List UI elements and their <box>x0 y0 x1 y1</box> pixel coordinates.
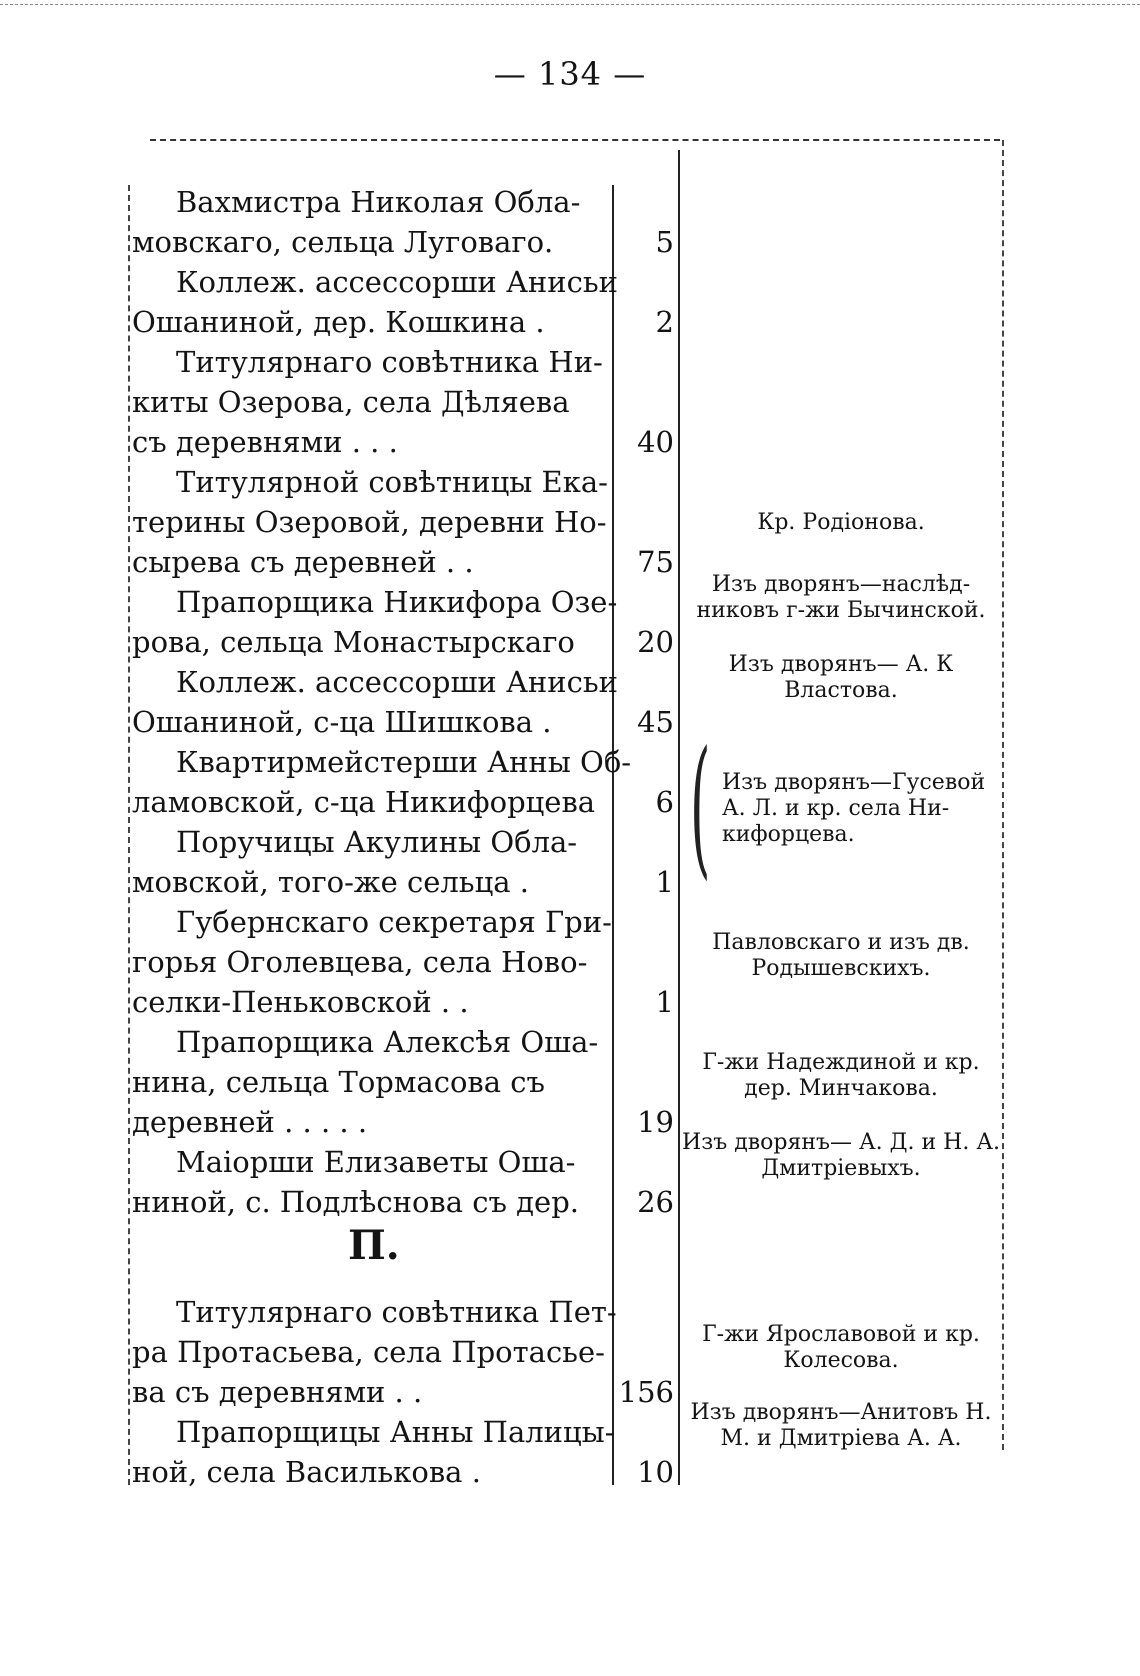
entry-line: Коллеж. ассессорши Анисьи <box>176 265 618 299</box>
entry-count: 10 <box>637 1455 674 1489</box>
entry-count: 45 <box>637 705 674 739</box>
entry-count: 5 <box>655 225 674 259</box>
entry-line: Губернскаго секретаря Гри- <box>176 905 612 939</box>
entry-line: селки-Пеньковской . . <box>132 985 469 1019</box>
entry-count: 2 <box>655 305 674 339</box>
entry-count: 20 <box>637 625 674 659</box>
left-margin-rule <box>128 185 130 1485</box>
entry-line: съ деревнями . . . <box>132 425 398 459</box>
entry-line: Титулярнаго совѣтника Пет- <box>176 1295 617 1329</box>
top-edge-marks <box>0 4 1140 5</box>
entry-note: Г-жи Надеждиной и кр. дер. Минчакова. <box>702 1050 980 1101</box>
entry-count: 6 <box>655 785 674 819</box>
entry-note: Изъ дворянъ— А. Д. и Н. А. Дмитріевыхъ. <box>682 1130 1000 1181</box>
entry-line: горья Оголевцева, села Ново- <box>132 945 588 979</box>
entry-count: 1 <box>655 865 674 899</box>
entry-line: Ошаниной, дер. Кошкина . <box>132 305 545 339</box>
brace-note: Изъ дворянъ—Гусевой А. Л. и кр. села Ни-кифорцева. <box>722 770 986 847</box>
entry-line: Титулярнаго совѣтника Ни- <box>176 345 603 379</box>
entry-count: 19 <box>637 1105 674 1139</box>
entry-line: Прапорщика Никифора Озе- <box>176 585 618 619</box>
entry-count: 26 <box>637 1185 674 1219</box>
entry-line: деревней . . . . . <box>132 1105 368 1139</box>
entry-count: 156 <box>618 1375 674 1409</box>
entry-line: нина, сельца Тормасова съ <box>132 1065 545 1099</box>
section-heading: П. <box>348 1222 400 1269</box>
right-column-rule <box>1002 140 1004 1450</box>
entry-line: Маіорши Елизаветы Оша- <box>176 1145 576 1179</box>
brace-bracket: ( <box>690 720 711 894</box>
entry-line: терины Озеровой, деревни Но- <box>132 505 607 539</box>
entry-line: Квартирмейстерши Анны Об- <box>176 745 632 779</box>
page-number: — 134 — <box>493 55 647 93</box>
entry-line: ламовской, с-ца Никифорцева <box>132 785 596 819</box>
entry-count: 1 <box>655 985 674 1019</box>
entry-count: 40 <box>637 425 674 459</box>
entry-line: Коллеж. ассессорши Анисьи <box>176 665 618 699</box>
entry-line: Прапорщицы Анны Палицы- <box>176 1415 615 1449</box>
entry-line: Прапорщика Алексѣя Оша- <box>176 1025 599 1059</box>
entry-note: Кр. Родіонова. <box>757 510 925 535</box>
entry-line: Поручицы Акулины Обла- <box>176 825 578 859</box>
entry-note: Павловскаго и изъ дв. Родышевскихъ. <box>712 930 970 981</box>
entry-line: Ошаниной, с-ца Шишкова . <box>132 705 552 739</box>
entry-line: мовскаго, сельца Луговаго. <box>132 225 554 259</box>
entry-line: мовской, того-же сельца . <box>132 865 529 899</box>
number-column-rule <box>678 150 680 1485</box>
entry-line: Вахмистра Николая Обла- <box>176 185 581 219</box>
entry-line: ра Протасьева, села Протасье- <box>132 1335 605 1369</box>
entry-line: киты Озерова, села Дѣляева <box>132 385 570 419</box>
entry-count: 75 <box>637 545 674 579</box>
entry-line: ниной, с. Подлѣснова съ дер. <box>132 1185 579 1219</box>
entry-line: сырева съ деревней . . <box>132 545 474 579</box>
entry-line: ной, села Василькова . <box>132 1455 481 1489</box>
entry-note: Изъ дворянъ—Анитовъ Н. М. и Дмитріева А. А. <box>690 1400 992 1451</box>
header-rule <box>150 139 1000 141</box>
entry-note: Изъ дворянъ— А. К Властова. <box>728 652 954 703</box>
entry-note: Изъ дворянъ—наслѣд-никовъ г-жи Бычинской. <box>696 572 986 623</box>
entry-line: Титулярной совѣтницы Ека- <box>176 465 608 499</box>
entry-line: ва съ деревнями . . <box>132 1375 423 1409</box>
entry-note: Г-жи Ярославовой и кр. Колесова. <box>702 1322 980 1373</box>
entry-line: рова, сельца Монастырскаго <box>132 625 575 659</box>
